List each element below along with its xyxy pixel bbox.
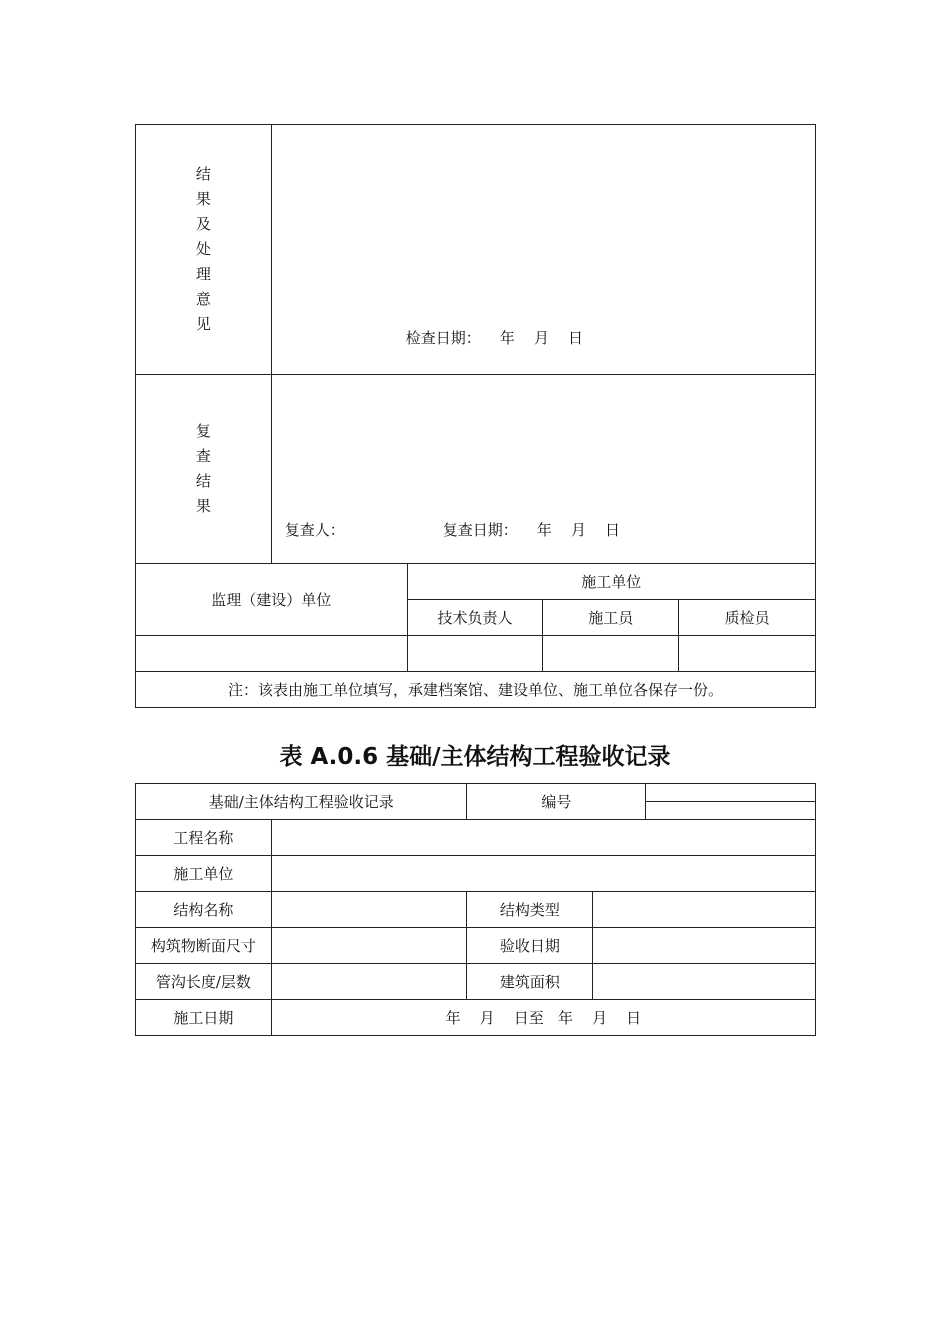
recheck-label-char: 复 (195, 422, 211, 440)
number-field-bottom[interactable] (646, 802, 816, 820)
result-content-cell[interactable] (271, 125, 815, 375)
inspection-result-table (135, 124, 816, 708)
trench-length-label: 管沟长度/层数 (136, 964, 272, 1000)
supervision-unit-label: 监理（建设）单位 (136, 564, 408, 636)
inspector-label: 质检员 (679, 600, 816, 636)
building-area-field[interactable] (593, 964, 816, 1000)
result-label-char: 理 (195, 265, 211, 283)
structure-acceptance-table (135, 783, 816, 1036)
project-name-field[interactable] (271, 820, 815, 856)
construction-unit-label: 施工单位 (407, 564, 815, 600)
result-label-char: 及 (195, 215, 211, 233)
result-label-char: 结 (195, 165, 211, 183)
header-name: 基础/主体结构工程验收记录 (136, 784, 467, 820)
table-note: 注：该表由施工单位填写，承建档案馆、建设单位、施工单位各保存一份。 (136, 672, 816, 708)
acceptance-date-field[interactable] (593, 928, 816, 964)
structure-name-field[interactable] (271, 892, 467, 928)
result-label-char: 处 (195, 240, 211, 258)
number-label: 编号 (467, 784, 646, 820)
recheck-label-cell (136, 375, 272, 564)
recheck-label-char: 果 (195, 497, 211, 515)
result-label-char: 意 (195, 290, 211, 308)
recheck-label-char: 查 (195, 447, 211, 465)
construction-unit-label: 施工单位 (136, 856, 272, 892)
structure-name-label: 结构名称 (136, 892, 272, 928)
inspector-sign-cell[interactable] (679, 636, 816, 672)
section-size-label: 构筑物断面尺寸 (136, 928, 272, 964)
section-size-field[interactable] (271, 928, 467, 964)
rechecker-label: 复查人： (284, 521, 345, 539)
construction-date-label: 施工日期 (136, 1000, 272, 1036)
acceptance-date-label: 验收日期 (467, 928, 593, 964)
constructor-sign-cell[interactable] (543, 636, 679, 672)
recheck-content-cell[interactable] (271, 375, 815, 564)
result-label-char: 见 (195, 315, 211, 333)
construction-unit-field[interactable] (271, 856, 815, 892)
structure-type-field[interactable] (593, 892, 816, 928)
construction-date-field[interactable]: 年 月 日至 年 月 日 (271, 1000, 815, 1036)
recheck-label-char: 结 (195, 472, 211, 490)
tech-leader-sign-cell[interactable] (407, 636, 543, 672)
supervision-sign-cell[interactable] (136, 636, 408, 672)
check-date: 检查日期： 年 月 日 (405, 329, 584, 347)
constructor-label: 施工员 (543, 600, 679, 636)
building-area-label: 建筑面积 (467, 964, 593, 1000)
trench-length-field[interactable] (271, 964, 467, 1000)
project-name-label: 工程名称 (136, 820, 272, 856)
result-label-cell (136, 125, 272, 375)
structure-type-label: 结构类型 (467, 892, 593, 928)
tech-leader-label: 技术负责人 (407, 600, 543, 636)
result-label-char: 果 (195, 190, 211, 208)
number-field-top[interactable] (646, 784, 816, 802)
section-title: 表 A.0.6 基础/主体结构工程验收记录 (279, 744, 671, 770)
recheck-date: 复查日期： 年 月 日 (442, 521, 621, 539)
